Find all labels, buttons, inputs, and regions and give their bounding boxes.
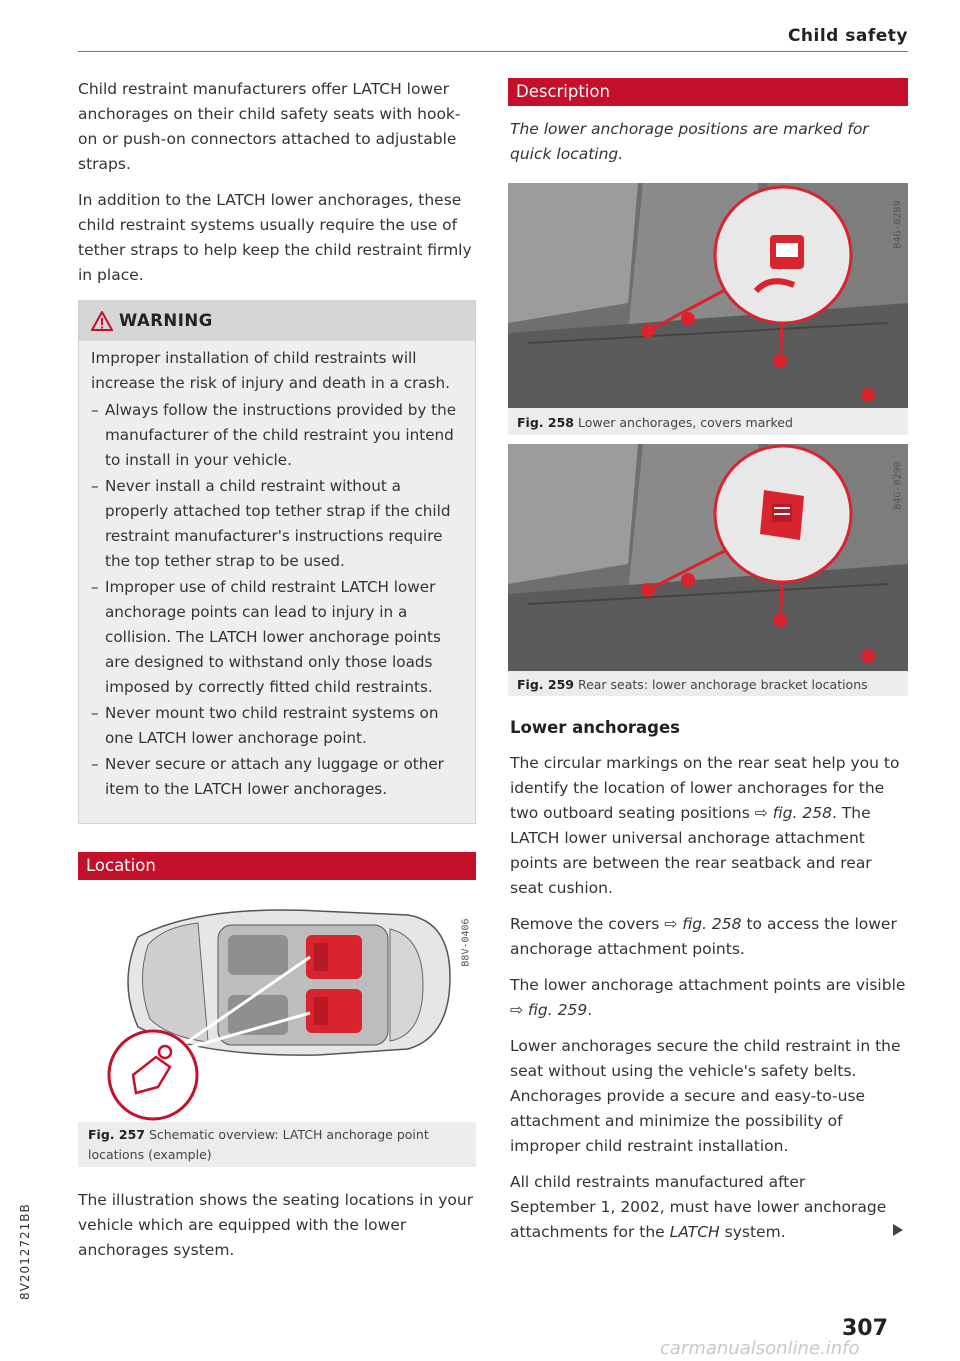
description-italic: The lower anchorage positions are marked for quick locating.: [510, 120, 869, 163]
intro-paragraph-2: In addition to the LATCH lower anchorages, these child restraint systems usually require the use of tether straps to help keep the child restraint firmly in place.: [78, 191, 472, 284]
fig-257-text: Schematic overview: LATCH anchorage point locations (example): [88, 1127, 429, 1162]
warning-header: [79, 301, 475, 341]
continue-arrow-icon: [893, 1224, 903, 1236]
closing-paragraph: The illustration shows the seating locations in your vehicle which are equipped with the lower anchorages system.: [78, 1191, 474, 1259]
right-paragraph-1: [510, 751, 908, 901]
warning-lead: Improper installation of child restraints will increase the risk of injury and death in a crash.: [91, 349, 450, 392]
right-paragraph-5: [510, 1170, 890, 1245]
right-paragraph-4: Lower anchorages secure the child restraint in the seat without using the vehicle's safety belts. Anchorages provide a secure and easy-to-use attachment and minimize the possibility of improper child restraint installation.: [510, 1037, 901, 1155]
warning-item: – Improper use of child restraint LATCH lower anchorage points can lead to injury in a collision. The LATCH lower anchorage points are designed to withstand only those loads imposed by correctly fitted child restraints.: [91, 575, 465, 700]
warning-box: [78, 300, 476, 824]
p2-text-a: Remove the covers: [510, 915, 660, 933]
fig-258-panel: [508, 183, 908, 435]
fig-258-label: Fig. 258: [517, 415, 574, 430]
document-code: 8V2012721BB: [18, 1203, 32, 1300]
fig-258-reference[interactable]: ⇨ fig. 258: [754, 804, 832, 822]
fig-257-panel: [78, 897, 476, 1167]
fig-259-panel: [508, 444, 908, 696]
fig-258-reference[interactable]: ⇨ fig. 258: [664, 915, 742, 933]
header-rule: [78, 51, 908, 52]
fig-258-code: B4G-0289: [892, 200, 904, 249]
rear-seat-covers-illustration: [508, 183, 908, 408]
fig-258-caption: [517, 413, 902, 433]
warning-item: – Never mount two child restraint systems on one LATCH lower anchorage point.: [91, 701, 465, 751]
fig-257-label: Fig. 257: [88, 1127, 145, 1142]
p3-text-a: The lower anchorage attachment points are visible: [510, 976, 906, 994]
fig-257-code: B8V-0406: [460, 918, 472, 967]
fig-259-label: Fig. 259: [517, 677, 574, 692]
warning-body: [91, 346, 465, 803]
lower-anchorages-heading: Lower anchorages: [510, 718, 681, 737]
warning-triangle-icon: [91, 311, 113, 331]
warning-item: – Never install a child restraint without a properly attached top tether strap if the child restraint manufacturer's instructions require the top tether strap to be used.: [91, 474, 465, 574]
intro-paragraph-1: Child restraint manufacturers offer LATCH lower anchorages on their child safety seats with hook-on or push-on connectors attached to adjustable straps.: [78, 80, 461, 173]
warning-title: WARNING: [119, 311, 213, 330]
latch-term: LATCH: [669, 1223, 720, 1241]
warning-item: – Always follow the instructions provided by the manufacturer of the child restraint you intend to install in your vehicle.: [91, 398, 465, 473]
fig-257-caption: [88, 1125, 468, 1165]
fig-259-caption: [517, 675, 902, 695]
section-title: Child safety: [787, 26, 908, 46]
p1-text-a: The circular markings on the rear seat help you to identify the location of lower anchorages for the two outboard seating positions: [510, 754, 900, 822]
description-banner: Description: [508, 78, 908, 106]
fig-259-reference[interactable]: ⇨ fig. 259: [510, 1001, 588, 1019]
warning-item: – Never secure or attach any luggage or other item to the LATCH lower anchorages.: [91, 752, 465, 802]
rear-seat-brackets-illustration: [508, 444, 908, 671]
p2-text-b: to access the lower anchorage attachment points.: [510, 915, 897, 958]
fig-258-text: Lower anchorages, covers marked: [577, 415, 793, 430]
fig-259-code: B4G-0290: [892, 461, 904, 510]
p3-text-b: .: [587, 1001, 593, 1019]
p5-text-b: system.: [724, 1223, 786, 1241]
intro-text: [78, 77, 478, 288]
right-paragraph-2: [510, 912, 908, 962]
warning-list: [91, 398, 465, 802]
page-number: 307: [842, 1316, 888, 1341]
right-paragraph-3: [510, 973, 908, 1023]
watermark: carmanualsonline.info: [660, 1338, 860, 1359]
location-banner: Location: [78, 852, 476, 880]
fig-259-text: Rear seats: lower anchorage bracket locations: [577, 677, 868, 692]
p1-text-b: . The LATCH lower universal anchorage attachment points are between the rear seatback and rear seat cushion.: [510, 804, 872, 897]
p5-text-a: All child restraints manufactured after September 1, 2002, must have lower anchorage attachments for the: [510, 1173, 887, 1241]
right-body-text: [510, 751, 908, 1245]
car-overview-illustration: [78, 897, 476, 1122]
